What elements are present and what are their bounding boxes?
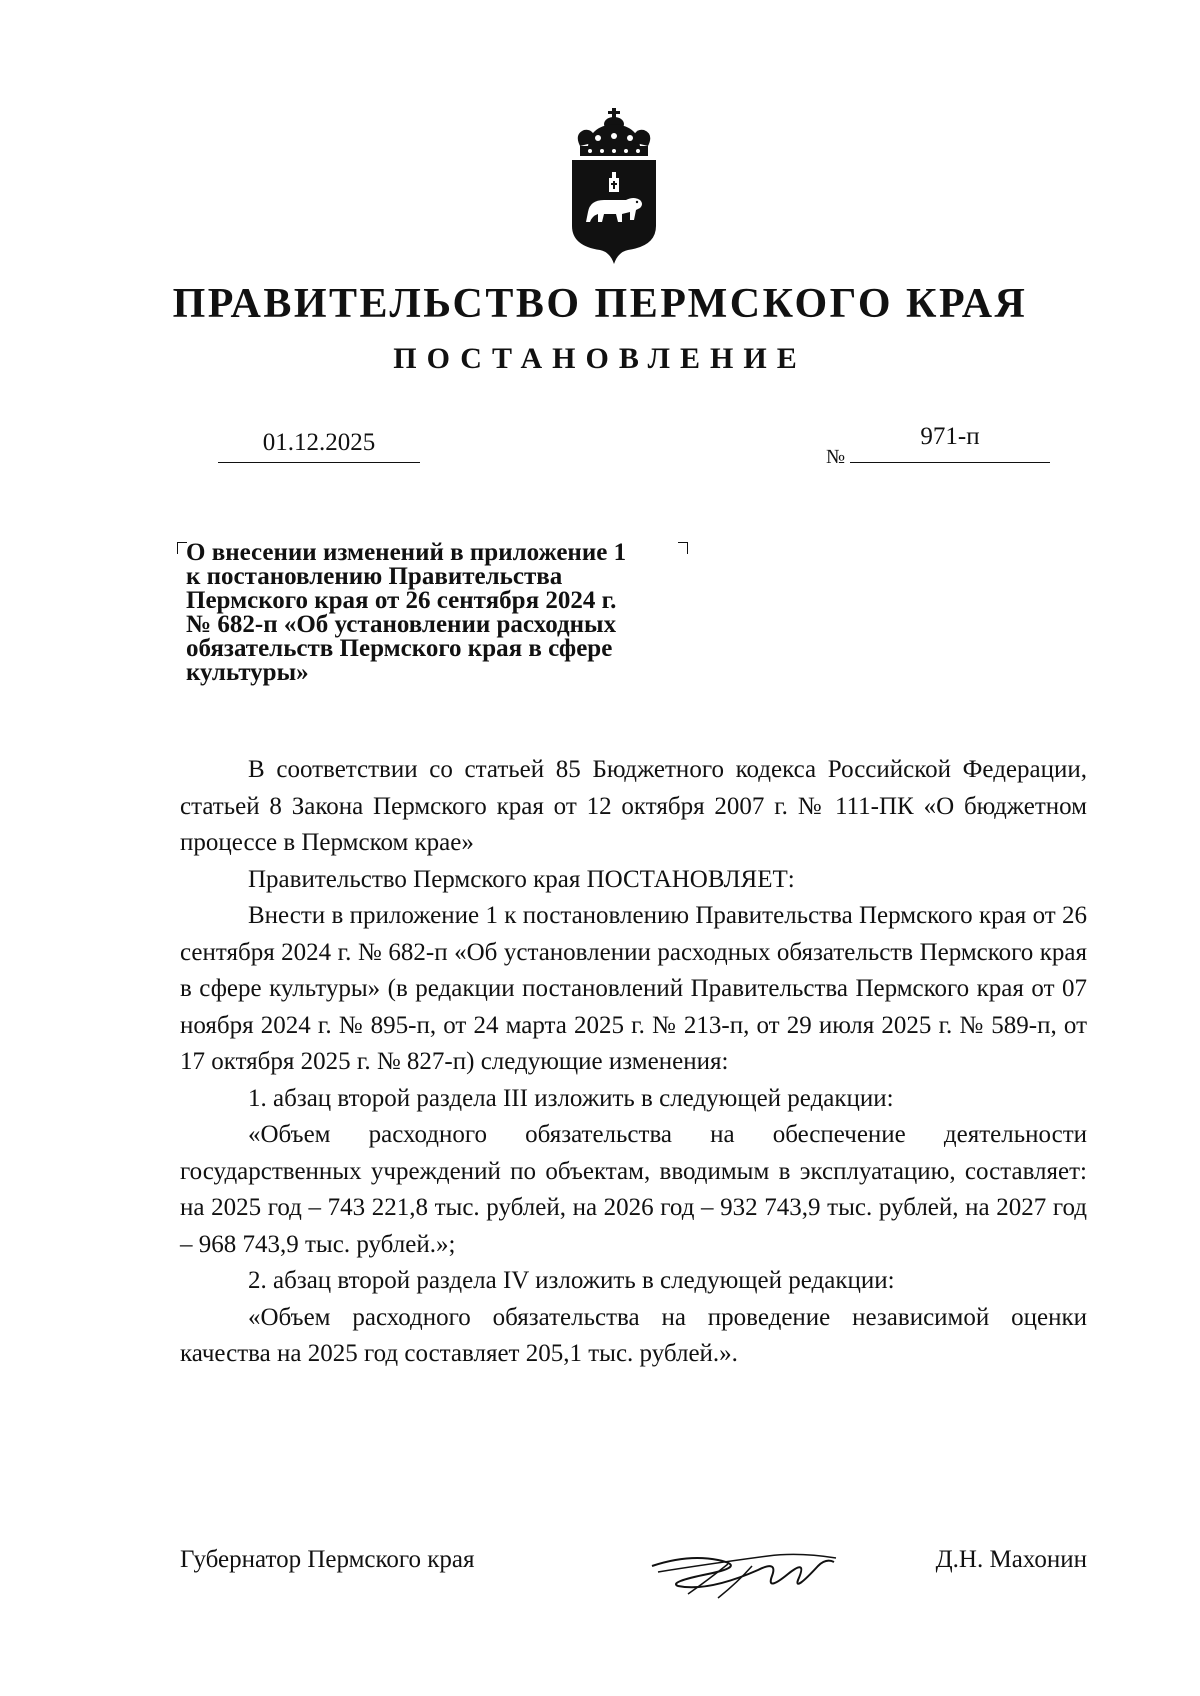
subject-line: № 682-п «Об установлении расходных [186,611,617,638]
document-number: 971-п [850,422,1050,463]
signatory-name: Д.Н. Махонин [935,1546,1087,1573]
preamble-paragraph: В соответствии со статьей 85 Бюджетного кодекса Российской Федерации, статьей 8 Закона Пермского края от 12 октября 2007 г. № 111-ПК «О бюджетном процессе в Пермском крае» [180,756,1087,856]
document-body [180,752,1087,1373]
subject-line: О внесении изменений в приложение 1 [186,539,627,566]
subject-line: обязательств Пермского края в сфере [186,635,613,662]
number-label: № [826,446,846,468]
document-type-title: ПОСТАНОВЛЕНИЕ [393,342,807,375]
resolves-paragraph: Правительство Пермского края ПОСТАНОВЛЯЕТ: [248,865,795,893]
item2-instruction-paragraph: 2. абзац второй раздела IV изложить в следующей редакции: [248,1267,895,1294]
subject-line: к постановлению Правительства [186,563,563,590]
item1-instruction-paragraph: 1. абзац второй раздела III изложить в следующей редакции: [248,1084,894,1112]
signatory-position: Губернатор Пермского края [180,1546,475,1573]
document-date: 01.12.2025 [218,428,420,463]
handwritten-signature-icon [648,1536,838,1606]
item2-text-paragraph: «Объем расходного обязательства на проведение независимой оценки качества на 2025 год составляет 205,1 тыс. рублей.». [180,1303,1087,1367]
perm-krai-coat-of-arms-icon [568,108,660,264]
subject-line: культуры» [186,659,309,686]
item1-text-paragraph: «Объем расходного обязательства на обеспечение деятельности государственных учреждений по объектам, вводимым в эксплуатацию, составляет: на 2025 год – 743 221,8 тыс. рублей, на 2026 год – 932 743,9 тыс. рублей, на 2027 год – 968 743,9 тыс. рублей.»; [180,1121,1087,1258]
subject-line: Пермского края от 26 сентября 2024 г. [186,587,617,614]
main-action-paragraph: Внести в приложение 1 к постановлению Правительства Пермского края от 26 сентября 2024 г. № 682-п «Об установлении расходных обязательств Пермского края в сфере культуры» (в редакции постановлений Правительства Пермского края от 07 ноября 2024 г. № 895-п, от 24 марта 2025 г. № 213-п, от 29 июля 2025 г. № 589-п, от 17 октября 2025 г. № 827-п) следующие изменения: [180,902,1087,1075]
document-subject [186,541,706,685]
organization-title: ПРАВИТЕЛЬСТВО ПЕРМСКОГО КРАЯ [172,281,1028,327]
